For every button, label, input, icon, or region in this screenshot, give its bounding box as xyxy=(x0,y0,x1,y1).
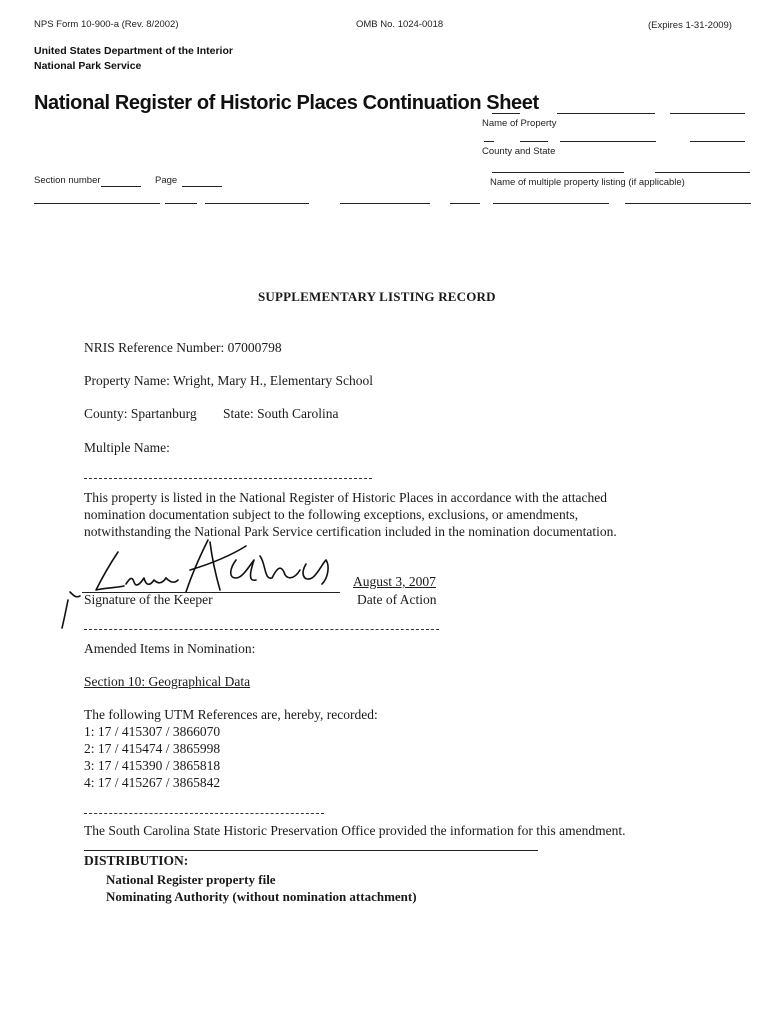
action-date: August 3, 2007 xyxy=(353,574,436,589)
distribution-item: National Register property file xyxy=(106,872,276,887)
section-10-heading: Section 10: Geographical Data xyxy=(84,674,251,689)
distribution-divider xyxy=(84,850,538,851)
county-line xyxy=(484,141,494,142)
property-name-line xyxy=(492,113,520,114)
signature-label: Signature of the Keeper xyxy=(84,592,213,607)
amended-items-heading: Amended Items in Nomination: xyxy=(84,641,256,656)
header-divider xyxy=(450,203,480,204)
distribution-item: Nominating Authority (without nomination attachment) xyxy=(106,889,417,904)
multiple-listing-line xyxy=(492,172,624,173)
header-divider xyxy=(205,203,309,204)
omb-number: OMB No. 1024-0018 xyxy=(356,19,444,30)
section-number-label: Section number xyxy=(34,175,101,186)
section-number-line xyxy=(101,186,141,187)
utm-reference: 4: 17 / 415267 / 3865842 xyxy=(84,775,221,790)
utm-reference: 3: 17 / 415390 / 3865818 xyxy=(84,758,221,773)
section-divider xyxy=(84,813,324,814)
county-and-state-label: County and State xyxy=(482,146,556,157)
county-line xyxy=(690,141,745,142)
header-divider xyxy=(493,203,609,204)
header-divider xyxy=(165,203,197,204)
department-name: United States Department of the Interior xyxy=(34,45,233,57)
page-title: National Register of Historic Places Continuation Sheet xyxy=(34,92,539,114)
multiple-listing-label: Name of multiple property listing (if applicable) xyxy=(490,177,685,188)
header-divider xyxy=(625,203,751,204)
multiple-name: Multiple Name: xyxy=(84,440,170,455)
expiration-date: (Expires 1-31-2009) xyxy=(648,20,732,31)
listing-statement: nomination documentation subject to the following exceptions, exclusions, or amendments, xyxy=(84,507,579,522)
page-label: Page xyxy=(155,175,178,186)
section-divider xyxy=(84,478,372,479)
keeper-signature xyxy=(60,534,350,629)
county-line xyxy=(560,141,656,142)
property-name-line xyxy=(557,113,655,114)
date-of-action-label: Date of Action xyxy=(357,592,437,607)
header-divider xyxy=(340,203,430,204)
property-name: Property Name: Wright, Mary H., Elementary School xyxy=(84,373,374,388)
state: State: South Carolina xyxy=(223,406,339,421)
utm-reference: 2: 17 / 415474 / 3865998 xyxy=(84,741,221,756)
name-of-property-label: Name of Property xyxy=(482,118,557,129)
header-divider xyxy=(34,203,160,204)
utm-reference: 1: 17 / 415307 / 3866070 xyxy=(84,724,221,739)
form-id: NPS Form 10-900-a (Rev. 8/2002) xyxy=(34,19,179,30)
nris-reference: NRIS Reference Number: 07000798 xyxy=(84,340,282,355)
multiple-listing-line xyxy=(655,172,750,173)
utm-intro: The following UTM References are, hereby, recorded: xyxy=(84,707,378,722)
listing-statement: notwithstanding the National Park Service certification included in the nomination documentation. xyxy=(84,524,617,539)
shpo-note: The South Carolina State Historic Preservation Office provided the information for this amendment. xyxy=(84,823,626,838)
county-line xyxy=(520,141,548,142)
page-number-line xyxy=(182,186,222,187)
listing-statement: This property is listed in the National Register of Historic Places in accordance with the attached xyxy=(84,490,607,505)
service-name: National Park Service xyxy=(34,60,142,72)
county: County: Spartanburg xyxy=(84,406,197,421)
distribution-heading: DISTRIBUTION: xyxy=(84,853,189,868)
record-heading: SUPPLEMENTARY LISTING RECORD xyxy=(258,289,496,304)
property-name-line xyxy=(670,113,745,114)
section-divider xyxy=(84,629,439,630)
